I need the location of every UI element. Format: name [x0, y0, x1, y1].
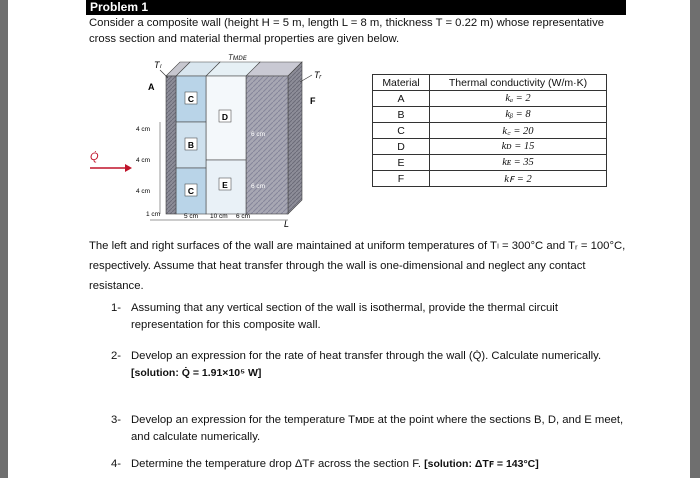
- table-row: [373, 91, 607, 107]
- bottom-dim-2: 5 cm: [184, 213, 199, 220]
- left-dim-1: 4 cm: [136, 126, 151, 133]
- table-header-row: [373, 75, 607, 91]
- table-row: [373, 139, 607, 155]
- table-row: [373, 123, 607, 139]
- problem-heading: Problem 1: [86, 0, 626, 15]
- item-text-block: [131, 456, 631, 473]
- item-text: Develop an expression for the temperature Tᴍᴅᴇ at the point where the sections B, D, and E meet, and calculate numerically.: [131, 414, 624, 443]
- conductivity-cell: kᴇ = 35: [430, 155, 607, 171]
- material-cell: E: [373, 155, 430, 171]
- item-text: Develop an expression for the rate of heat transfer through the wall (Q̇). Calculate numerically.: [131, 350, 602, 362]
- table-row: [373, 107, 607, 123]
- conductivity-cell: kᵦ = 8: [430, 107, 607, 123]
- label-d-dim: 6 cm: [251, 131, 266, 138]
- header-thermal-conductivity: Thermal conductivity (W/m·K): [430, 75, 607, 91]
- label-e-dim: 6 cm: [251, 183, 266, 190]
- label-t-right: Tᵣ: [314, 70, 322, 80]
- label-b: B: [187, 140, 195, 150]
- label-a: A: [148, 82, 155, 92]
- item-number: 3-: [111, 414, 122, 426]
- bottom-dim-4: 6 cm: [236, 213, 251, 220]
- conductivity-cell: kₐ = 2: [430, 91, 607, 107]
- table-row: [373, 155, 607, 171]
- item-text: Determine the temperature drop ΔTꜰ across the section F.: [131, 458, 421, 470]
- label-l: L: [284, 219, 290, 229]
- composite-wall-figure: [88, 52, 373, 230]
- material-cell: A: [373, 91, 430, 107]
- item-text-block: [131, 348, 631, 381]
- bottom-dim-3: 10 cm: [210, 213, 228, 220]
- header-material: Material: [373, 75, 430, 91]
- wall-a-front: [166, 76, 176, 214]
- item-number: 4-: [111, 458, 122, 470]
- item-number: 1-: [111, 302, 122, 314]
- left-dim-2: 4 cm: [136, 157, 151, 164]
- wall-f-side: [288, 62, 302, 214]
- label-f: F: [310, 96, 316, 106]
- table-row: [373, 171, 607, 187]
- right-margin-bar: [690, 0, 700, 478]
- conductivity-cell: kᴅ = 15: [430, 139, 607, 155]
- label-e: E: [222, 180, 228, 190]
- label-d: D: [221, 112, 229, 122]
- item-text: Assuming that any vertical section of the wall is isothermal, provide the thermal circuit representation for this composite wall.: [131, 302, 558, 331]
- intro-paragraph: Consider a composite wall (height H = 5 m, length L = 8 m, thickness T = 0.22 m) whose representative cross section and material thermal properties are given below.: [89, 17, 604, 45]
- wall-f-front: [246, 76, 288, 214]
- boundary-conditions-paragraph: The left and right surfaces of the wall are maintained at uniform temperatures of Tₗ = 300°C and Tᵣ = 100°C, respectively. Assume that heat transfer through the wall is one-dimensional and neglect any contact resistance.: [89, 240, 626, 292]
- item-number: 2-: [111, 350, 122, 362]
- material-cell: C: [373, 123, 430, 139]
- label-t-left: Tₗ: [154, 60, 161, 70]
- bottom-dim-1: 1 cm: [146, 211, 161, 218]
- material-cell: F: [373, 171, 430, 187]
- conductivity-cell: k꜀ = 20: [430, 123, 607, 139]
- conductivity-cell: kꜰ = 2: [430, 171, 607, 187]
- item-solution: [solution: ΔTꜰ = 143°C]: [424, 458, 539, 470]
- material-cell: B: [373, 107, 430, 123]
- label-c-top: C: [187, 94, 195, 104]
- material-properties-table: [372, 74, 607, 187]
- label-t-mde: Tᴍᴅᴇ: [228, 53, 247, 62]
- label-q: Q̇: [90, 151, 99, 163]
- material-cell: D: [373, 139, 430, 155]
- left-margin-bar: [0, 0, 8, 478]
- left-dim-3: 4 cm: [136, 188, 151, 195]
- item-solution: [solution: Q̇ = 1.91×10⁵ W]: [131, 366, 262, 379]
- label-c-bottom: C: [187, 186, 195, 196]
